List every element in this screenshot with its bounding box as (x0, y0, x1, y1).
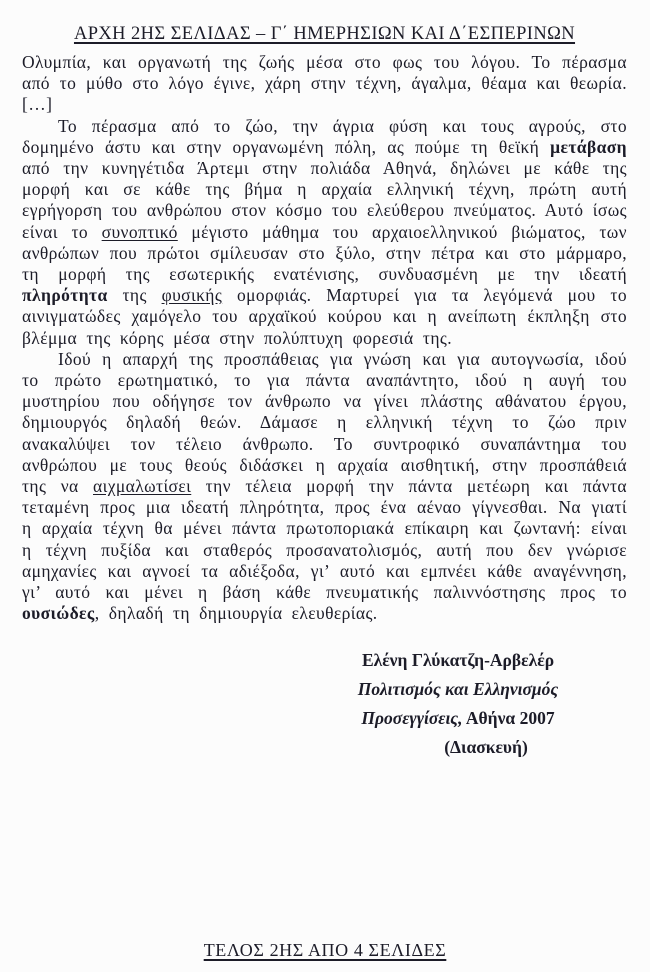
paragraph-2 (22, 116, 627, 349)
document-body (22, 52, 627, 624)
attribution-note: (Διασκευή) (444, 737, 528, 758)
text-run: , δηλαδή τη δημιουργία ελευθερίας. (94, 603, 378, 624)
text-run: ομορφιάς. Μαρτυρεί για τα λεγόμενά μου το αινιγματώδες χαμόγελο του αρχαϊκού κούρου και η ανείπωτη έκπληξη στο βλέμμα της κόρης μέσα στην πολύπτυχη φορεσιά της. (22, 285, 627, 348)
attribution-work-title: Πολιτισμός και Ελληνισμός (357, 679, 559, 700)
text-run: από την κυνηγέτιδα Άρτεμι στην πολιάδα Αθηνά, δηλώνει με κάθε της μορφή και σε κάθε της βήμα η αρχαία ελληνική τέχνη, πρώτη αυτή εγρήγορση του ανθρώπου στον κόσμο του ελεύθερου πνεύματος. Αυτό ίσως είναι το (22, 158, 627, 242)
bold-term: μετάβαση (550, 136, 627, 157)
text-run: μέγιστο μάθημα του αρχαιοελληνικού βιώματος, των ανθρώπων που πρώτοι σμίλευσαν στο ξύλο, στην πέτρα και στο μάρμαρο, τη μορφή της εσωτερικής ενατένισης, συνδυασμένη με την ιδεατή (22, 221, 627, 285)
paragraph-continuation (22, 52, 627, 116)
paragraph-3 (22, 349, 627, 625)
page-footer (0, 940, 650, 961)
underlined-term: αιχμαλωτίσει (93, 476, 192, 497)
page-header (22, 24, 627, 45)
attribution-work-subtitle: Προσεγγίσεις, (361, 708, 463, 729)
underlined-term: συνοπτικό (101, 221, 178, 242)
text-run: την τέλεια μορφή την πάντα μετέωρη και πάντα τεταμένη προς μια ιδεατή πληρότητα, προς ένα αέναο γίγνεσθαι. Να γιατί η αρχαία τέχνη θα μένει πάντα πρωτοποριακά επίκαιρη και ζωντανή: είναι η τέχνη πυξίδα και σταθερός προσανατολισμός, αυτή που δεν γνώρισε αμηχανίες και αγνοεί τα αδιέξοδα, γι’ αυτό και εμπνέει κάθε αναγέννηση, γι’ αυτό και μένει η βάση κάθε πνευματικής παλιννόστησης προς το (22, 476, 627, 603)
text-run: Ολυμπία, και οργανωτή της ζωής μέσα στο φως του λόγου. Το πέρασμα από το μύθο στο λόγο έγινε, χάρη στην τέχνη, άγαλμα, θέαμα και θεωρία. […] (22, 52, 627, 115)
attribution-publication (307, 704, 609, 733)
attribution-author: Ελένη Γλύκατζη-Αρβελέρ (361, 650, 555, 671)
text-run: Το πέρασμα από το ζώο, την άγρια φύση και τους αγρούς, στο δομημένο άστυ και στην οργανωμένη πόλη, ας πούμε τη θεϊκή (22, 115, 627, 157)
attribution-place-year: Αθήνα 2007 (465, 708, 555, 729)
bold-term: πληρότητα (22, 285, 108, 306)
underlined-term: φυσικής (161, 285, 223, 306)
attribution-block (307, 646, 609, 762)
page-header-text: ΑΡΧΗ 2ΗΣ ΣΕΛΙΔΑΣ – Γ΄ ΗΜΕΡΗΣΙΩΝ ΚΑΙ Δ΄ΕΣΠΕΡΙΝΩΝ (73, 24, 576, 44)
page-footer-text: ΤΕΛΟΣ 2ΗΣ ΑΠΟ 4 ΣΕΛΙΔΕΣ (203, 940, 447, 960)
text-run: της (107, 285, 162, 306)
bold-term: ουσιώδες (22, 603, 95, 624)
text-run: Ιδού η απαρχή της προσπάθειας για γνώση και για αυτογνωσία, ιδού το πρώτο ερωτηματικό, το για πάντα αναπάντητο, ιδού η αυγή του μυστηρίου που οδήγησε τον άνθρωπο να γίνει πλάστης αθάνατου έργου, δημιουργός δηλαδή θεών. Δάμασε η ελληνική τέχνη το ζώο πριν ανακαλύψει τον τέλειο άνθρωπο. Το συντροφικό συναπάντημα του ανθρώπου με τους θεούς διδάσκει η αρχαία αισθητική, στην προσπάθειά της να (22, 348, 627, 497)
